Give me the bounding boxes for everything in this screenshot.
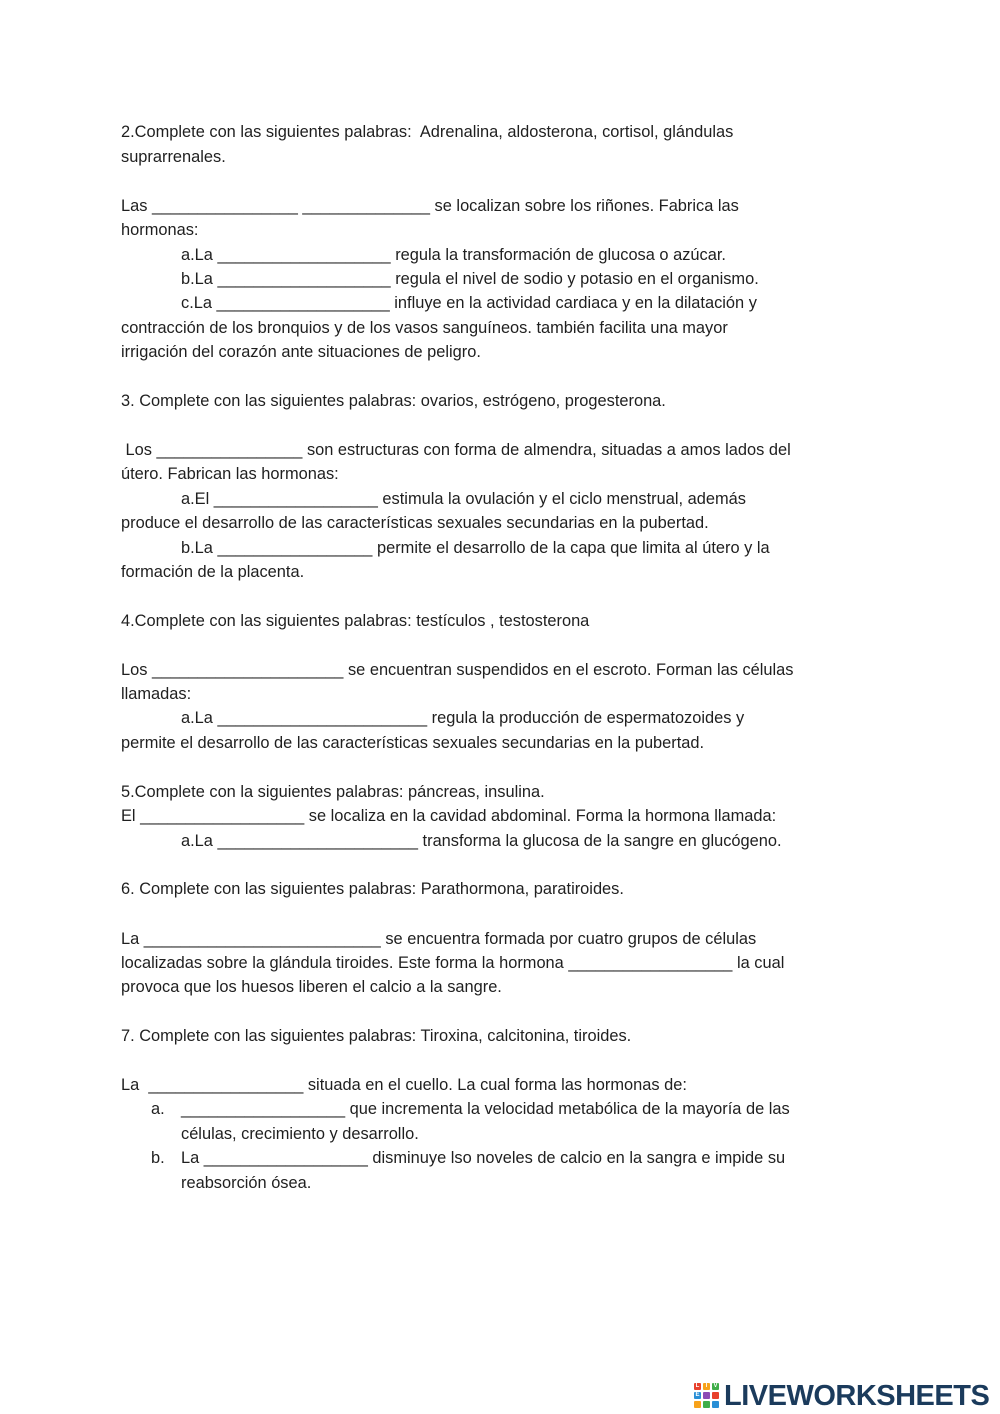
logo-square: V	[713, 1383, 718, 1389]
section-3-text: Los ________________ son estructuras con forma de almendra, situadas a amos lados del	[121, 441, 791, 459]
section-7-item-a: __________________ que incrementa la velocidad metabólica de la mayoría de las	[181, 1100, 790, 1118]
section-2-instruction-cont: suprarrenales.	[121, 148, 226, 166]
section-2-text: hormonas:	[121, 221, 199, 239]
section-2-instruction: 2.Complete con las siguientes palabras: Adrenalina, aldosterona, cortisol, glándulas	[121, 123, 734, 141]
section-2-item-a: a.La ___________________ regula la transformación de glucosa o azúcar.	[181, 246, 726, 264]
section-3-text: produce el desarrollo de las características sexuales secundarias en la pubertad.	[121, 514, 709, 532]
section-5-instruction: 5.Complete con la siguientes palabras: páncreas, insulina.	[121, 783, 545, 801]
section-3-text: útero. Fabrican las hormonas:	[121, 465, 339, 483]
logo-square: L	[695, 1383, 700, 1389]
section-6-text: La __________________________ se encuentra formada por cuatro grupos de células	[121, 930, 757, 948]
logo-square: E	[695, 1392, 700, 1398]
section-2-text: Las ________________ ______________ se localizan sobre los riñones. Fabrica las	[121, 197, 739, 215]
section-3-item-a: a.El __________________ estimula la ovulación y el ciclo menstrual, además	[181, 490, 746, 508]
section-4-text: Los _____________________ se encuentran suspendidos en el escroto. Forman las células	[121, 661, 794, 679]
section-6-instruction: 6. Complete con las siguientes palabras: Parathormona, paratiroides.	[121, 880, 624, 898]
section-4-text: permite el desarrollo de las características sexuales secundarias en la pubertad.	[121, 734, 705, 752]
section-3-item-b: b.La _________________ permite el desarrollo de la capa que limita al útero y la	[181, 539, 770, 557]
section-5-text: El __________________ se localiza en la cavidad abdominal. Forma la hormona llamada:	[121, 807, 777, 825]
section-4-text: llamadas:	[121, 685, 192, 703]
logo-grid-icon	[694, 1383, 721, 1410]
section-7-instruction: 7. Complete con las siguientes palabras: Tiroxina, calcitonina, tiroides.	[121, 1027, 632, 1045]
section-2-text: contracción de los bronquios y de los vasos sanguíneos. también facilita una mayor	[121, 319, 728, 337]
section-7-item-b: La __________________ disminuye lso noveles de calcio en la sangra e impide su	[181, 1149, 786, 1167]
liveworksheets-logo	[694, 1378, 994, 1412]
section-5-item-a: a.La ______________________ transforma la glucosa de la sangre en glucógeno.	[181, 832, 782, 850]
section-6-text: provoca que los huesos liberen el calcio a la sangre.	[121, 978, 502, 996]
section-2-text: irrigación del corazón ante situaciones de peligro.	[121, 343, 481, 361]
section-2-item-b: b.La ___________________ regula el nivel de sodio y potasio en el organismo.	[181, 270, 759, 288]
section-3-instruction: 3. Complete con las siguientes palabras: ovarios, estrógeno, progesterona.	[121, 392, 666, 410]
section-6-text: localizadas sobre la glándula tiroides. Este forma la hormona __________________ la cual	[121, 954, 785, 972]
section-2-item-c: c.La ___________________ influye en la actividad cardiaca y en la dilatación y	[181, 294, 757, 312]
logo-text: LIVEWORKSHEETS	[724, 1380, 990, 1412]
section-4-item-a: a.La _______________________ regula la producción de espermatozoides y	[181, 709, 745, 727]
section-7-item-b-cont: reabsorción ósea.	[181, 1174, 312, 1192]
section-4-instruction: 4.Complete con las siguientes palabras: testículos , testosterona	[121, 612, 590, 630]
logo-square	[703, 1401, 710, 1408]
logo-square	[694, 1401, 701, 1408]
section-7-item-a-cont: células, crecimiento y desarrollo.	[181, 1125, 419, 1143]
section-7-marker-a: a.	[151, 1100, 165, 1118]
logo-square: I	[703, 1383, 710, 1390]
section-7-marker-b: b.	[151, 1149, 165, 1167]
logo-square	[712, 1401, 719, 1408]
section-3-text: formación de la placenta.	[121, 563, 305, 581]
logo-square	[703, 1392, 710, 1399]
section-7-text: La _________________ situada en el cuello. La cual forma las hormonas de:	[121, 1076, 687, 1094]
logo-square	[712, 1392, 719, 1399]
